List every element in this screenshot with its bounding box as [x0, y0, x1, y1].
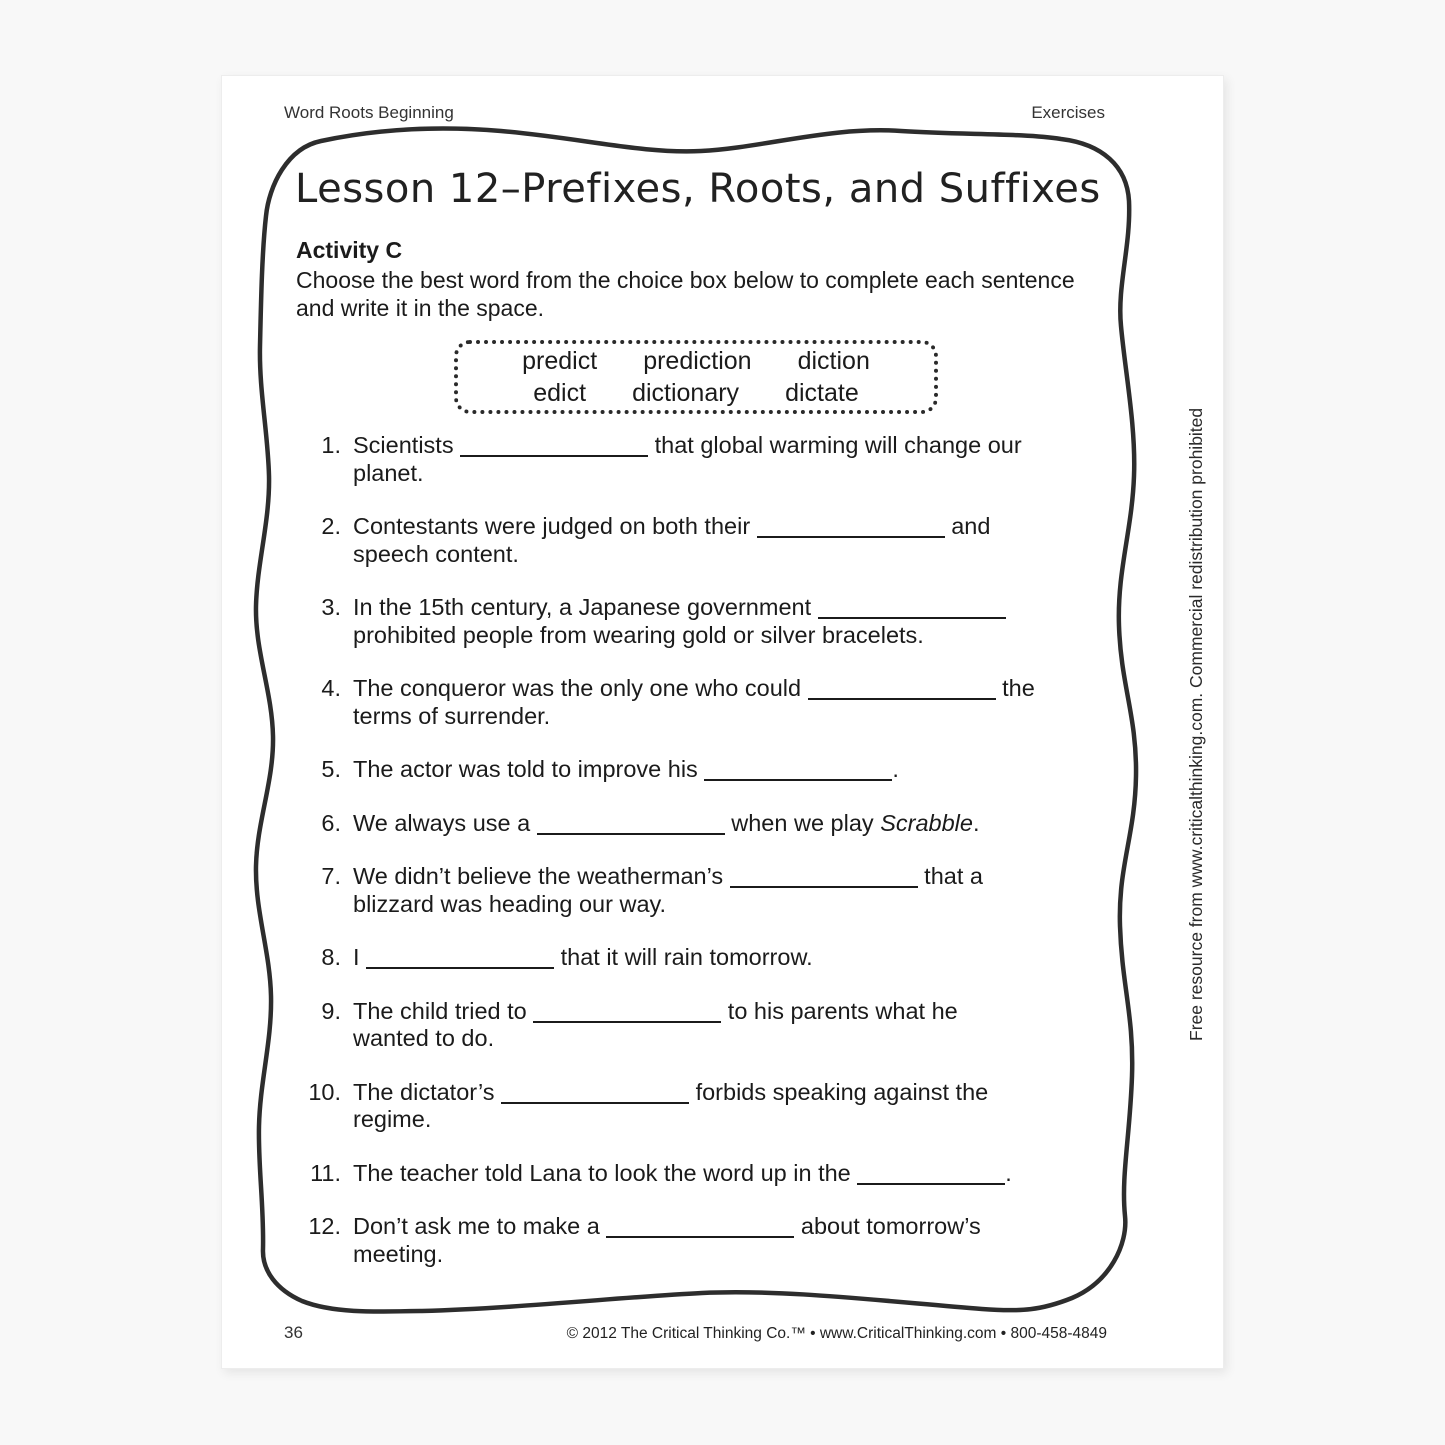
question-text-segment: that it will rain tomorrow. [554, 944, 813, 970]
answer-blank[interactable] [704, 759, 892, 781]
question-text-segment: blizzard was heading our way. [353, 890, 667, 917]
choice-box-row [458, 346, 934, 377]
question-text-segment: . [1005, 1159, 1012, 1186]
question-item [222, 998, 1122, 1053]
copyright-line: © 2012 The Critical Thinking Co.™ • www.CriticalThinking.com • 800-458-4849 [566, 1325, 1107, 1342]
word-choice-box [454, 340, 938, 414]
question-text-segment: to his parents what he [721, 997, 958, 1024]
header-section: Exercises [1031, 103, 1105, 122]
question-text-segment: The teacher told Lana to look the word up in the [353, 1159, 858, 1186]
answer-blank[interactable] [730, 866, 918, 888]
question-item [222, 863, 1122, 918]
question-item [222, 432, 1122, 487]
question-text [353, 1160, 1012, 1188]
question-item [222, 810, 1122, 838]
question-text-segment: The conqueror was the only one who could [353, 675, 808, 701]
question-text [353, 756, 899, 784]
question-text-segment: In the 15th century, a Japanese government [353, 594, 818, 620]
question-text [353, 675, 1035, 730]
answer-blank[interactable] [857, 1163, 1005, 1185]
worksheet-page [221, 75, 1224, 1369]
choice-word: dictate [785, 378, 859, 407]
question-text-segment: that a [917, 863, 983, 889]
answer-blank[interactable] [533, 1001, 721, 1023]
question-item [222, 1213, 1122, 1268]
header-book-title: Word Roots Beginning [284, 103, 454, 122]
answer-blank[interactable] [501, 1082, 689, 1104]
question-text-segment: The child tried to [353, 997, 534, 1024]
question-number: 1. [321, 432, 341, 458]
question-text-segment: The actor was told to improve his [353, 756, 705, 782]
answer-blank[interactable] [606, 1216, 794, 1238]
choice-word: dictionary [632, 378, 740, 407]
choice-word: predict [522, 346, 598, 375]
question-text [353, 863, 983, 918]
question-item [222, 944, 1122, 972]
answer-blank[interactable] [757, 516, 945, 538]
question-text-segment: meeting. [353, 1240, 444, 1267]
answer-blank[interactable] [808, 678, 996, 700]
question-item [222, 675, 1122, 730]
question-number: 7. [321, 863, 341, 889]
question-text-segment: I [353, 944, 367, 970]
question-text [353, 513, 990, 568]
question-number: 4. [321, 675, 341, 701]
question-text-segment: when we play [724, 809, 881, 836]
question-text-segment: We didn’t believe the weatherman’s [353, 863, 730, 889]
answer-blank[interactable] [366, 947, 554, 969]
question-text-segment: regime. [353, 1106, 432, 1132]
question-text-segment: the [995, 675, 1035, 701]
choice-word: diction [797, 346, 870, 375]
question-text [353, 432, 1022, 487]
question-list [222, 432, 1122, 1294]
question-number: 10. [308, 1078, 341, 1105]
answer-blank[interactable] [537, 813, 725, 835]
question-item [222, 756, 1122, 784]
activity-label: Activity C [296, 237, 403, 263]
question-text [353, 1213, 981, 1268]
question-number: 11. [310, 1159, 341, 1186]
question-text-segment: Scrabble [880, 809, 973, 836]
question-text-segment: Scientists [353, 432, 461, 458]
activity-instructions: Choose the best word from the choice box below to complete each sentence and write it in the space. [296, 267, 1075, 321]
question-text [353, 594, 1006, 649]
answer-blank[interactable] [460, 435, 648, 457]
question-text-segment: Don’t ask me to make a [353, 1213, 607, 1239]
choice-box-row [458, 378, 934, 409]
question-text-segment: that global warming will change our [648, 432, 1022, 458]
question-text-segment: forbids speaking against the [689, 1078, 989, 1105]
question-text-segment: Contestants were judged on both their [353, 513, 757, 539]
question-number: 12. [308, 1213, 341, 1239]
question-text-segment: prohibited people from wearing gold or silver bracelets. [353, 621, 924, 648]
question-text [353, 944, 813, 972]
question-text-segment: speech content. [353, 540, 519, 567]
question-text [353, 1079, 988, 1134]
question-number: 9. [321, 997, 341, 1024]
question-text-segment: terms of surrender. [353, 702, 551, 729]
answer-blank[interactable] [818, 597, 1006, 619]
question-text-segment: and [944, 513, 991, 539]
question-text-segment: . [892, 756, 899, 782]
question-text [353, 810, 979, 838]
question-text-segment: The dictator’s [353, 1078, 502, 1105]
question-number: 8. [321, 944, 341, 970]
question-text-segment: wanted to do. [353, 1025, 495, 1051]
question-item [222, 513, 1122, 568]
question-item [222, 1079, 1122, 1134]
question-number: 5. [321, 756, 341, 782]
question-text-segment: planet. [353, 459, 424, 486]
question-number: 2. [321, 513, 341, 539]
page-number: 36 [284, 1323, 303, 1342]
question-number: 6. [321, 809, 341, 836]
question-text-segment: about tomorrow’s [794, 1213, 981, 1239]
side-note: Free resource from www.criticalthinking.com. Commercial redistribution prohibited [1186, 407, 1206, 1041]
choice-word: edict [533, 378, 587, 407]
question-text-segment: We always use a [353, 809, 537, 836]
question-text-segment: . [972, 809, 980, 836]
question-text [353, 998, 958, 1053]
question-number: 3. [321, 594, 341, 620]
question-item [222, 1160, 1122, 1188]
choice-word: prediction [643, 346, 752, 375]
lesson-title: Lesson 12–Prefixes, Roots, and Suffixes [295, 166, 1101, 212]
question-item [222, 594, 1122, 649]
